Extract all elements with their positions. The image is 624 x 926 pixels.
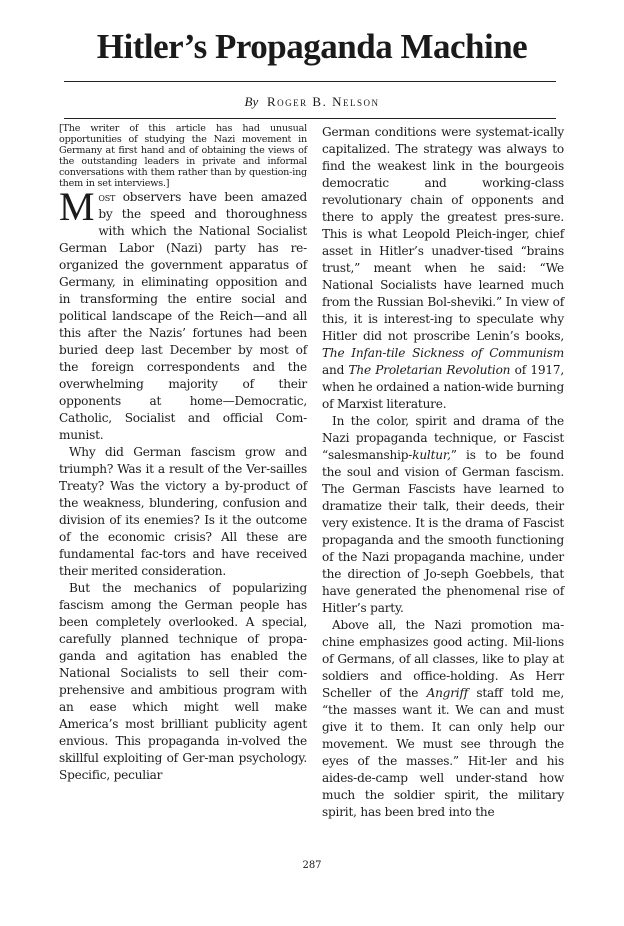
right-column [322,124,564,821]
paragraph-6-text-b: staff told me, “the masses want it. We can and must give it to them. It can only help our movement. We must see through the eyes of the masses.” Hit-ler and his aides-de-camp well under-stand how much the soldier spirit, the military spirit, has been bred into the [322,686,564,819]
page-number: 287 [302,860,322,871]
kultur-word: kultur, [412,448,451,462]
article-title: Hitler’s Propaganda Machine [96,27,528,66]
byline [0,94,624,110]
paragraph-1 [59,184,307,444]
paragraph-5-text-a: In the color, spirit and drama of the Nazi propaganda technique, or Fascist “salesmanship- [322,414,564,462]
paragraph-4-text-b: and [322,363,349,377]
paragraph-4 [322,124,564,413]
title-rule [64,81,556,82]
paragraph-2: Why did German fascism grow and triumph? Was it a result of the Ver-sailles Treaty? Was the victory a by-product of the weakness, blundering, confusion and division of its enemies? Is it the outcome of the economic crisis? All these are fundamental fac-tors and have received their merited consideration. [59,445,307,579]
paragraph-6 [322,617,564,821]
lead-in: ost [98,190,116,205]
paragraph-4-text-c: of 1917, when he ordained a nation-wide burning of Marxist literature. [322,363,564,411]
book-title-1: The Infan-tile Sickness of Communism [322,346,564,360]
paragraph-5-text-b: ” is to be found the soul and vision of German fascism. The German Fascists have learned to dramatize their talk, their deeds, their very existence. It is the drama of Fascist propaganda and the smooth functioning of the Nazi propaganda machine, under the direction of Jo-seph Goebbels, that have generated the phenomenal rise of Hitler’s party. [322,448,564,615]
newspaper-name: Angriff [426,686,469,700]
byline-author: Roger B. Nelson [266,94,380,109]
paragraph-1-text: observers have been amazed by the speed and thoroughness with which the National Socialist German Labor (Nazi) party has re-organized the government apparatus of Germany, in eliminating opposition and in transforming the entire social and political landscape of the Reich—and all this after the Nazis’ fortunes had been buried deep last December by most of the foreign correspondents and the overwhelming majority of their opponents at home—Democratic, Catholic, Socialist and official Com-munist. [59,190,307,443]
drop-cap: M [59,184,95,230]
left-column [59,124,307,784]
book-title-2: The Proletarian Revolution [348,363,511,377]
byline-prefix: By [244,94,259,109]
paragraph-4-text-a: German conditions were systemat-ically capitalized. The strategy was always to find the weakest link in the bourgeois democratic and working-class revolutionary chain of opponents and there to apply the greatest pres-sure. This is what Leopold Pleich-inger, chief asset in Hitler’s unadver-tised “brains trust,” meant when he said: “We National Socialists have learned much from the Russian Bol-sheviki.” In view of this, it is interest-ing to speculate why Hitler did not proscribe Lenin’s books, [322,125,564,343]
editor-note: [The writer of this article has had unusual opportunities of studying the Nazi movement in Germany at first hand and of obtaining the views of the outstanding leaders in private and informal conversations with them rather than by question-ing them in set interviews.] [59,123,307,189]
byline-rule [64,118,556,119]
paragraph-5 [322,413,564,617]
paragraph-3: But the mechanics of popularizing fascism among the German people has been completely overlooked. A special, carefully planned technique of propa-ganda and agitation has enabled the National Socialists to sell their com-prehensive and ambitious program with an ease which might well make America’s most brilliant publicity agent envious. This propaganda in-volved the skillful exploiting of Ger-man psychology. Specific, peculiar [59,581,307,783]
paragraph-6-text-a: Above all, the Nazi promotion ma-chine emphasizes good acting. Mil-lions of Germans, of all classes, like to play at soldiers and office-holding. As Herr Scheller of the [322,618,564,700]
